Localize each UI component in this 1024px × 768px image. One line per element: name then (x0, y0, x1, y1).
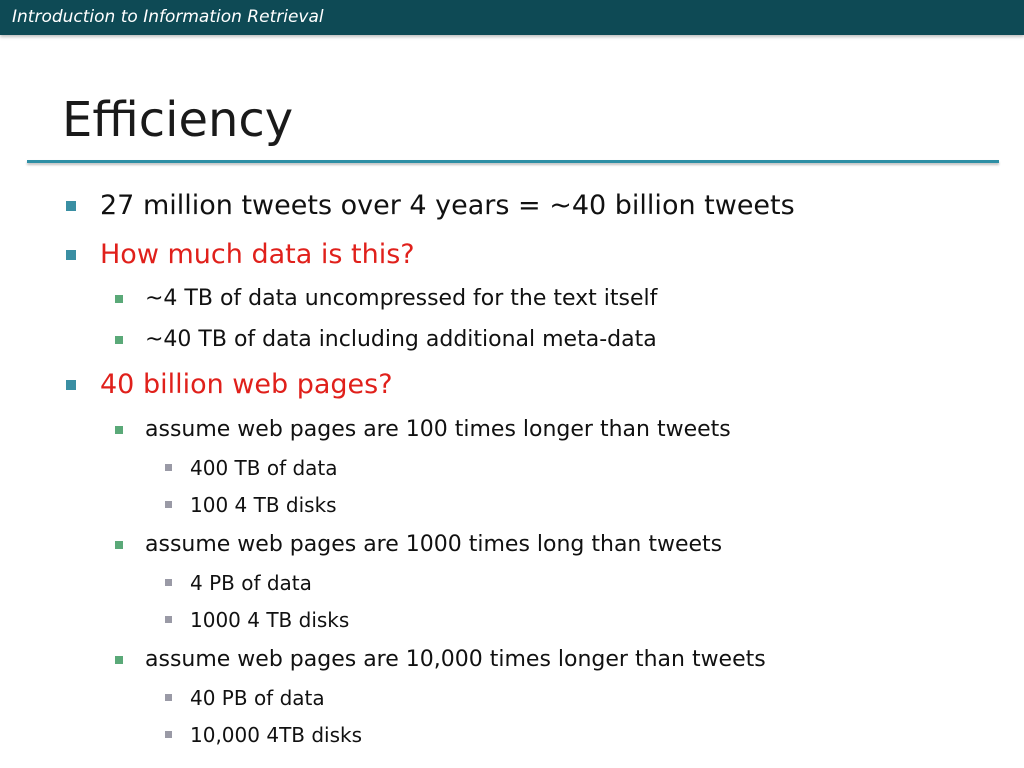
bullet-item-2 (100, 239, 415, 271)
bullet-text: assume web pages are 100 times longer than tweets (145, 417, 731, 442)
bullet-item-4 (145, 327, 657, 353)
bullet-text: assume web pages are 1000 times long than tweets (145, 532, 723, 557)
square-bullet-icon (115, 541, 123, 549)
bullet-item-8 (190, 493, 337, 517)
bullet-item-12 (145, 647, 766, 673)
bullet-text: How much data is this? (100, 239, 415, 270)
bullet-text: 40 billion web pages? (100, 369, 393, 400)
square-bullet-icon (165, 579, 172, 586)
bullet-text: ~4 TB of data uncompressed for the text itself (145, 286, 658, 311)
bullet-item-6 (145, 417, 731, 443)
square-bullet-icon (165, 501, 172, 508)
slide-title: Efficiency (62, 92, 294, 148)
header-title: Introduction to Information Retrieval (12, 7, 324, 27)
square-bullet-icon (165, 616, 172, 623)
square-bullet-icon (165, 694, 172, 701)
bullet-text: 1000 4 TB disks (190, 608, 350, 632)
bullet-text: 27 million tweets over 4 years = ~40 billion tweets (100, 190, 795, 221)
bullet-text: 100 4 TB disks (190, 493, 337, 517)
bullet-text: ~40 TB of data including additional meta-data (145, 327, 657, 352)
bullet-item-11 (190, 608, 349, 632)
square-bullet-icon (66, 201, 76, 211)
bullet-item-1 (100, 190, 795, 222)
bullet-item-9 (145, 532, 722, 558)
bullet-item-14 (190, 723, 362, 747)
square-bullet-icon (66, 250, 76, 260)
bullet-text: 4 PB of data (190, 571, 312, 595)
bullet-item-3 (145, 286, 657, 312)
bullet-item-5 (100, 369, 393, 401)
square-bullet-icon (165, 731, 172, 738)
bullet-text: 40 PB of data (190, 686, 325, 710)
square-bullet-icon (165, 464, 172, 471)
header-bar (0, 0, 1024, 35)
square-bullet-icon (115, 656, 123, 664)
bullet-text: 400 TB of data (190, 456, 338, 480)
title-divider (27, 160, 999, 163)
bullet-text: assume web pages are 10,000 times longer than tweets (145, 647, 766, 672)
bullet-item-13 (190, 686, 325, 710)
square-bullet-icon (66, 380, 76, 390)
bullet-text: 10,000 4TB disks (190, 723, 363, 747)
square-bullet-icon (115, 295, 123, 303)
square-bullet-icon (115, 426, 123, 434)
bullet-item-10 (190, 571, 312, 595)
square-bullet-icon (115, 336, 123, 344)
bullet-item-7 (190, 456, 338, 480)
